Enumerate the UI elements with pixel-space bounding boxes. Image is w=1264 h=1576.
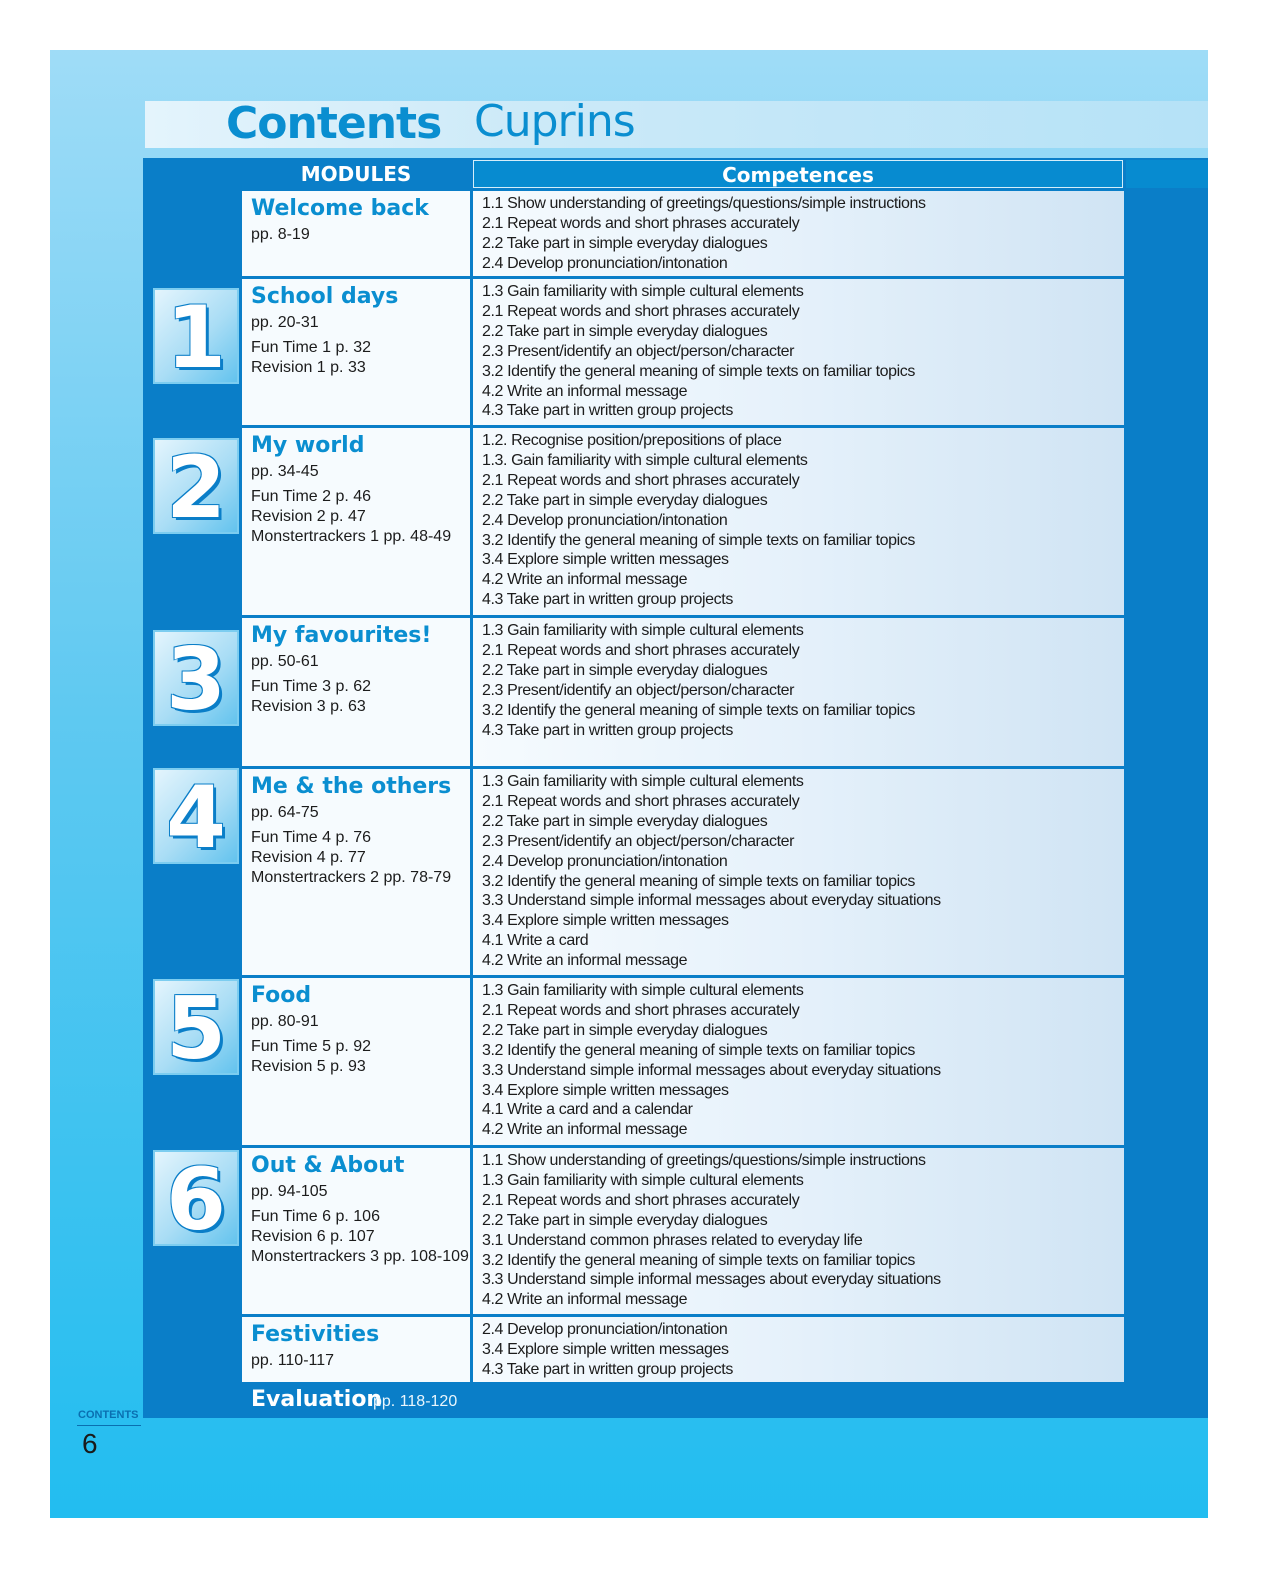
- module-number-badge: [153, 288, 239, 388]
- competences-column-header: Competences: [473, 160, 1123, 188]
- module-extra-item: Revision 5 p. 93: [251, 1058, 366, 1075]
- header-extension: [1126, 160, 1208, 188]
- competence-item: 2.3 Present/identify an object/person/character: [482, 832, 795, 850]
- competence-item: 3.2 Identify the general meaning of simple texts on familiar topics: [482, 531, 915, 549]
- module-number: 1: [166, 288, 226, 388]
- competence-item: 4.3 Take part in written group projects: [482, 402, 733, 420]
- module-extra-item: Revision 1 p. 33: [251, 359, 366, 376]
- module-cell: [242, 769, 470, 975]
- module-number: 2: [166, 438, 226, 538]
- module-number-badge: [153, 979, 239, 1079]
- module-row: [242, 279, 1124, 425]
- competence-item: 2.2 Take part in simple everyday dialogues: [482, 812, 768, 830]
- module-extra-item: Monstertrackers 2 pp. 78-79: [251, 869, 452, 886]
- competences-cell: [473, 769, 1124, 975]
- competence-item: 2.1 Repeat words and short phrases accurately: [482, 792, 800, 810]
- competence-item: 3.2 Identify the general meaning of simple texts on familiar topics: [482, 1041, 915, 1059]
- competence-item: 3.1 Understand common phrases related to everyday life: [482, 1231, 863, 1249]
- module-title: Out & About: [251, 1153, 405, 1178]
- module-number: 5: [166, 979, 226, 1079]
- module-number-badge: [153, 438, 239, 538]
- competence-item: 4.3 Take part in written group projects: [482, 1360, 733, 1378]
- module-extra-item: Fun Time 4 p. 76: [251, 829, 372, 846]
- module-pages: pp. 110-117: [251, 1352, 335, 1369]
- module-extra-item: Revision 6 p. 107: [251, 1228, 375, 1245]
- competence-item: 2.1 Repeat words and short phrases accurately: [482, 1191, 800, 1209]
- module-number: 3: [166, 630, 226, 730]
- competence-item: 2.1 Repeat words and short phrases accurately: [482, 471, 800, 489]
- competences-cell: [473, 978, 1124, 1145]
- competence-item: 3.4 Explore simple written messages: [482, 1340, 729, 1358]
- competence-item: 1.3 Gain familiarity with simple cultural elements: [482, 1171, 804, 1189]
- module-extra-item: Revision 3 p. 63: [251, 698, 366, 715]
- module-cell: [242, 1148, 470, 1314]
- competence-item: 3.2 Identify the general meaning of simple texts on familiar topics: [482, 701, 915, 719]
- competences-cell: [473, 428, 1124, 615]
- competence-item: 4.3 Take part in written group projects: [482, 591, 733, 609]
- module-pages: pp. 34-45: [251, 463, 319, 480]
- competence-item: 2.4 Develop pronunciation/intonation: [482, 1321, 728, 1338]
- module-title: Food: [251, 983, 312, 1008]
- competence-item: 3.2 Identify the general meaning of simple texts on familiar topics: [482, 1251, 915, 1269]
- module-title: My world: [251, 433, 365, 458]
- module-extra-item: Fun Time 5 p. 92: [251, 1038, 372, 1055]
- page-background: [50, 50, 1208, 1518]
- competence-item: 1.3. Gain familiarity with simple cultural elements: [482, 451, 808, 469]
- module-extra-item: Monstertrackers 1 pp. 48-49: [251, 528, 452, 545]
- competence-item: 2.2 Take part in simple everyday dialogues: [482, 322, 768, 340]
- module-cell: [242, 978, 470, 1145]
- module-row: [242, 1317, 1124, 1382]
- competence-item: 3.3 Understand simple informal messages about everyday situations: [482, 892, 941, 910]
- module-extra-item: Revision 2 p. 47: [251, 508, 366, 525]
- competence-item: 2.2 Take part in simple everyday dialogues: [482, 234, 768, 252]
- competence-item: 4.1 Write a card: [482, 932, 589, 950]
- competence-item: 1.3 Gain familiarity with simple cultural elements: [482, 773, 804, 790]
- competence-item: 3.2 Identify the general meaning of simple texts on familiar topics: [482, 872, 915, 890]
- module-number-badge: [153, 1150, 239, 1250]
- competence-item: 4.2 Write an informal message: [482, 952, 688, 970]
- competences-cell: [473, 191, 1124, 276]
- module-pages: pp. 80-91: [251, 1013, 319, 1030]
- competence-item: 3.4 Explore simple written messages: [482, 551, 729, 569]
- competence-item: 2.4 Develop pronunciation/intonation: [482, 254, 728, 272]
- module-number-badge: [153, 630, 239, 730]
- module-extra-item: Monstertrackers 3 pp. 108-109: [251, 1248, 469, 1265]
- competence-item: 2.2 Take part in simple everyday dialogues: [482, 661, 768, 679]
- module-pages: pp. 50-61: [251, 653, 319, 670]
- competence-item: 2.2 Take part in simple everyday dialogues: [482, 1021, 768, 1039]
- competences-cell: [473, 1317, 1124, 1382]
- competence-item: 3.2 Identify the general meaning of simple texts on familiar topics: [482, 362, 915, 380]
- evaluation-bar: [242, 1384, 1208, 1418]
- competences-cell: [473, 279, 1124, 425]
- competence-item: 4.2 Write an informal message: [482, 382, 688, 400]
- competence-item: 2.2 Take part in simple everyday dialogues: [482, 491, 768, 509]
- competences-cell: [473, 618, 1124, 766]
- competence-item: 1.1 Show understanding of greetings/questions/simple instructions: [482, 195, 926, 212]
- module-row: [242, 191, 1124, 276]
- competence-item: 2.2 Take part in simple everyday dialogues: [482, 1211, 768, 1229]
- module-cell: [242, 1317, 470, 1382]
- module-cell: [242, 279, 470, 425]
- module-row: [242, 428, 1124, 615]
- competence-item: 2.4 Develop pronunciation/intonation: [482, 511, 728, 529]
- competence-item: 2.1 Repeat words and short phrases accurately: [482, 1001, 800, 1019]
- competence-item: 4.2 Write an informal message: [482, 1291, 688, 1309]
- module-extra-item: Fun Time 3 p. 62: [251, 678, 372, 695]
- module-title: My favourites!: [251, 623, 432, 648]
- competence-item: 2.3 Present/identify an object/person/character: [482, 342, 795, 360]
- competence-item: 4.3 Take part in written group projects: [482, 721, 733, 739]
- competence-item: 4.2 Write an informal message: [482, 1121, 688, 1139]
- competence-item: 1.2. Recognise position/prepositions of place: [482, 432, 782, 449]
- evaluation-pages: pp. 118-120: [373, 1393, 458, 1410]
- module-row: [242, 769, 1124, 975]
- module-number: 4: [166, 768, 226, 868]
- page-subtitle: Cuprins: [474, 96, 635, 147]
- competence-item: 3.4 Explore simple written messages: [482, 912, 729, 930]
- module-row: [242, 978, 1124, 1145]
- competence-item: 2.1 Repeat words and short phrases accurately: [482, 641, 800, 659]
- module-row: [242, 1148, 1124, 1314]
- module-extra-item: Fun Time 2 p. 46: [251, 488, 372, 505]
- page-number: 6: [82, 1428, 98, 1459]
- evaluation-title: Evaluation: [251, 1387, 383, 1412]
- competence-item: 1.3 Gain familiarity with simple cultural elements: [482, 622, 804, 639]
- competence-item: 4.1 Write a card and a calendar: [482, 1101, 693, 1119]
- module-pages: pp. 64-75: [251, 804, 319, 821]
- competence-item: 3.3 Understand simple informal messages about everyday situations: [482, 1271, 941, 1289]
- competences-cell: [473, 1148, 1124, 1314]
- modules-column-header: MODULES: [300, 162, 412, 186]
- competence-item: 2.4 Develop pronunciation/intonation: [482, 852, 728, 870]
- competence-item: 2.1 Repeat words and short phrases accurately: [482, 302, 800, 320]
- module-cell: [242, 428, 470, 615]
- competence-item: 1.1 Show understanding of greetings/questions/simple instructions: [482, 1152, 926, 1169]
- competence-item: 1.3 Gain familiarity with simple cultural elements: [482, 982, 804, 999]
- module-cell: [242, 618, 470, 766]
- page-title: Contents: [226, 98, 442, 149]
- module-extra-item: Fun Time 6 p. 106: [251, 1208, 380, 1225]
- competence-item: 3.3 Understand simple informal messages about everyday situations: [482, 1061, 941, 1079]
- footer-rule: [77, 1425, 141, 1426]
- module-row: [242, 618, 1124, 766]
- module-title: Me & the others: [251, 774, 452, 799]
- competence-item: 1.3 Gain familiarity with simple cultural elements: [482, 283, 804, 300]
- module-title: Festivities: [251, 1322, 380, 1347]
- module-pages: pp. 8-19: [251, 226, 310, 243]
- module-cell: [242, 191, 470, 276]
- module-pages: pp. 94-105: [251, 1183, 328, 1200]
- competence-item: 4.2 Write an informal message: [482, 571, 688, 589]
- competence-item: 2.3 Present/identify an object/person/character: [482, 681, 795, 699]
- module-extra-item: Revision 4 p. 77: [251, 849, 366, 866]
- competence-item: 3.4 Explore simple written messages: [482, 1081, 729, 1099]
- module-number-badge: [153, 768, 239, 868]
- module-title: Welcome back: [251, 196, 429, 221]
- module-title: School days: [251, 284, 399, 309]
- module-pages: pp. 20-31: [251, 314, 319, 331]
- footer-section-label: CONTENTS: [78, 1409, 139, 1421]
- module-number: 6: [166, 1150, 226, 1250]
- competence-item: 2.1 Repeat words and short phrases accurately: [482, 214, 800, 232]
- module-extra-item: Fun Time 1 p. 32: [251, 339, 372, 356]
